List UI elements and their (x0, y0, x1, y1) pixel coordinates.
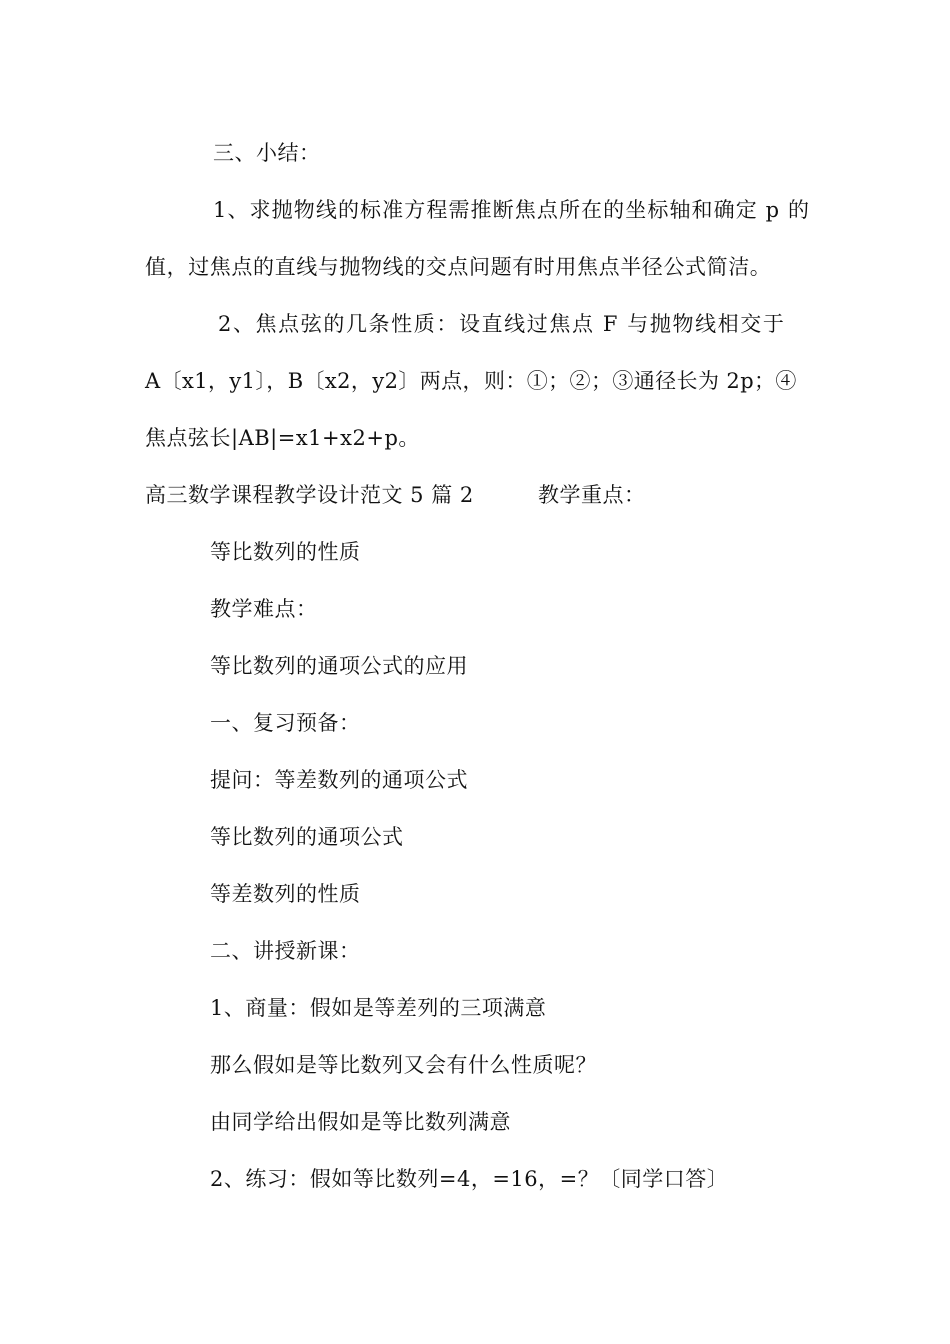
paragraph-line: 值，过焦点的直线与抛物线的交点问题有时用焦点半径公式简洁。 (145, 255, 772, 279)
paragraph-line: 1、求抛物线的标准方程需推断焦点所在的坐标轴和确定 p 的 (213, 198, 811, 222)
section-heading-review: 一、复习预备： (210, 711, 361, 735)
paragraph-line: A〔x1，y1〕，B〔x2，y2〕两点，则：①；②；③通径长为 2p；④ (145, 369, 797, 393)
paragraph-line: 等比数列的性质 (210, 540, 361, 564)
paragraph-line: 2、焦点弦的几条性质：设直线过焦点 F 与抛物线相交于 (218, 312, 786, 336)
paragraph-line: 1、商量：假如是等差列的三项满意 (210, 996, 547, 1020)
paragraph-line: 那么假如是等比数列又会有什么性质呢？ (210, 1053, 597, 1077)
paragraph-line: 焦点弦长|AB|=x1+x2+p。 (145, 426, 420, 450)
document-title: 高三数学课程教学设计范文 5 篇 2 (145, 483, 474, 507)
paragraph-line: 等差数列的性质 (210, 882, 361, 906)
paragraph-line: 2、练习：假如等比数列=4，=16，=？〔同学口答〕 (210, 1167, 729, 1191)
section-heading-key-points: 教学重点： (538, 483, 646, 507)
section-heading-new-lesson: 二、讲授新课： (210, 939, 361, 963)
section-heading-summary: 三、小结： (213, 141, 321, 165)
paragraph-line: 等比数列的通项公式的应用 (210, 654, 468, 678)
paragraph-line: 提问：等差数列的通项公式 (210, 768, 468, 792)
paragraph-line: 等比数列的通项公式 (210, 825, 404, 849)
section-heading-difficulties: 教学难点： (210, 597, 318, 621)
paragraph-line: 由同学给出假如是等比数列满意 (210, 1110, 511, 1134)
